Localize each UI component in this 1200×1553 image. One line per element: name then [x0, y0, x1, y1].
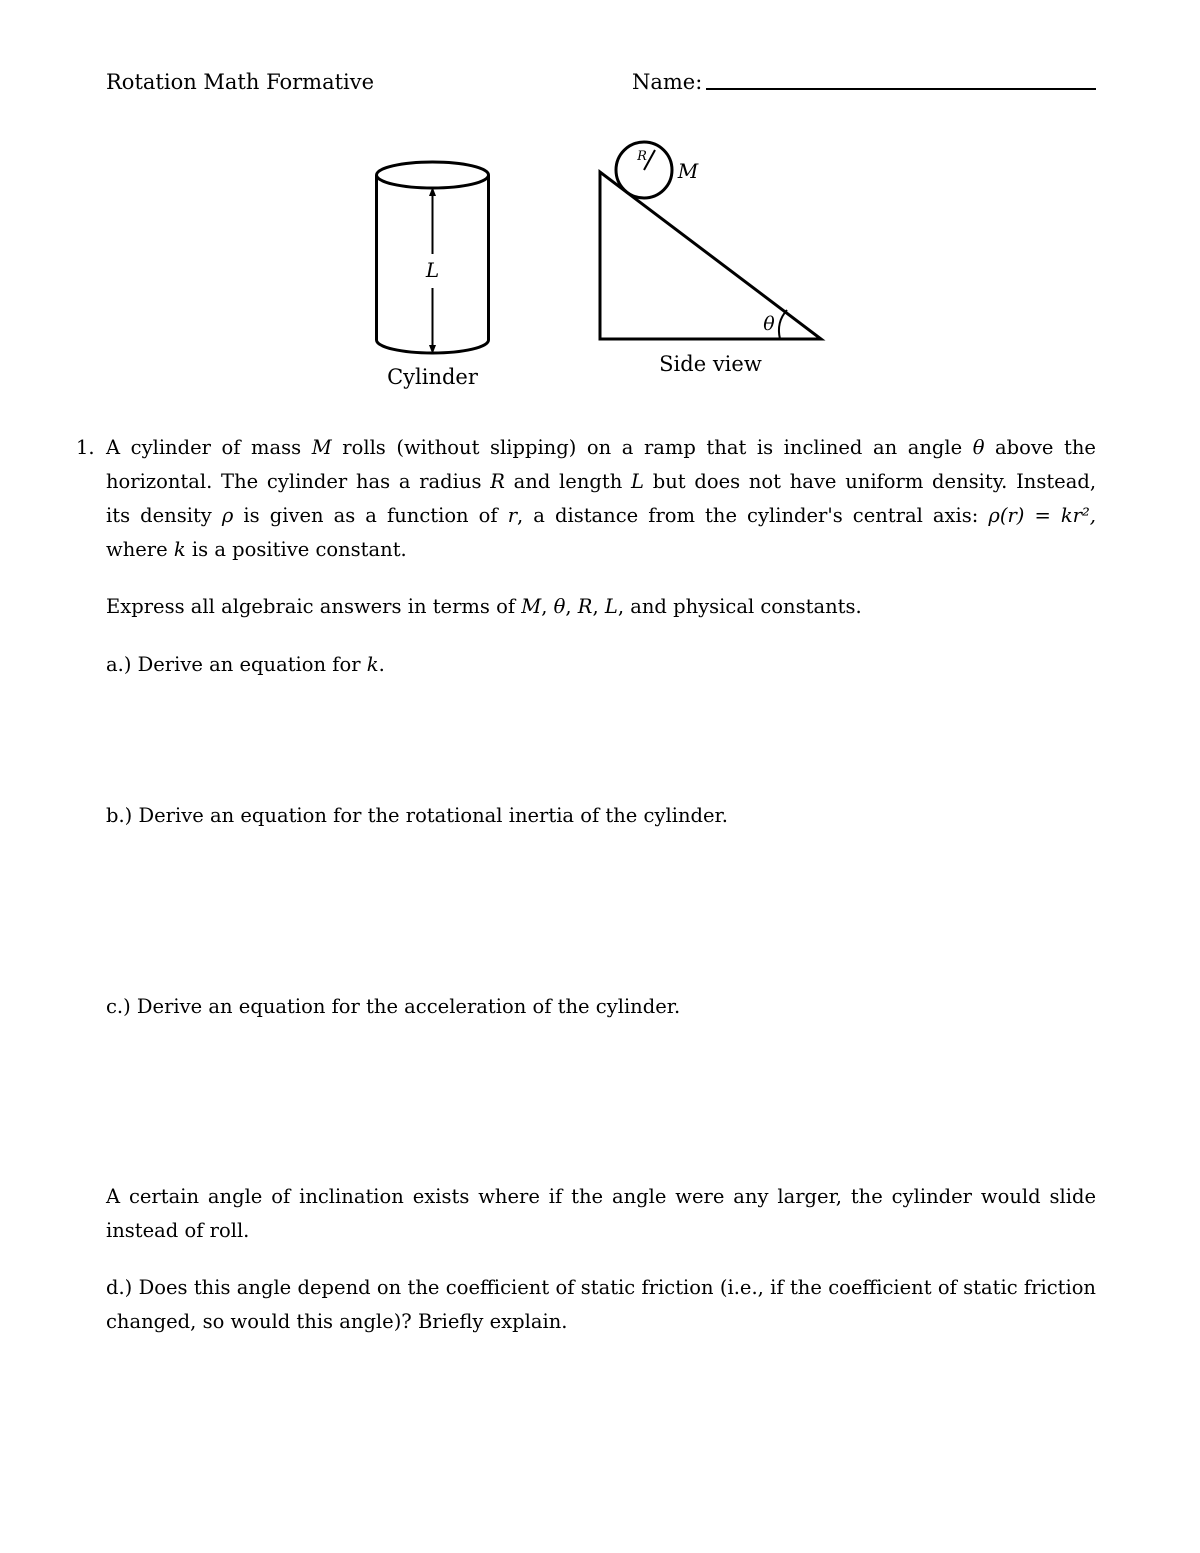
part-a-answer-space[interactable]: [106, 685, 1096, 795]
part-b-answer-space[interactable]: [106, 836, 1096, 986]
slide-statement: A certain angle of inclination exists where if the angle were any larger, the cylinder would slide instead of roll.: [106, 1185, 1096, 1242]
intro-line-1: A cylinder of mass M rolls (without slipping) on a ramp that is inclined an angle θ above the: [106, 436, 1096, 459]
part-d-question: d.) Does this angle depend on the coefficient of static friction (i.e., if the coefficient of static friction changed, so would this angle)? Briefly explain.: [106, 1276, 1096, 1333]
angle-arc: [779, 310, 787, 339]
angle-label: θ: [763, 313, 775, 335]
name-label: Name:: [632, 70, 703, 94]
intro-line-4: where k is a positive constant.: [106, 538, 407, 561]
part-b-question: b.) Derive an equation for the rotational inertia of the cylinder.: [106, 804, 728, 827]
part-a-question: a.) Derive an equation for k.: [106, 653, 385, 676]
side-view-caption: Side view: [659, 352, 762, 376]
cylinder-caption: Cylinder: [387, 365, 478, 389]
figure-diagram: [0, 0, 1200, 400]
worksheet-title: Rotation Math Formative: [106, 70, 375, 94]
part-d-answer-space[interactable]: [106, 1345, 1096, 1515]
radius-label: R: [637, 149, 647, 164]
intro-line-2: horizontal. The cylinder has a radius R and length L but does not have uniform density. Instead,: [106, 470, 1097, 493]
intro-line-3: its density ρ is given as a function of r, a distance from the cylinder's central axis: ρ(r) = kr²,: [106, 504, 1096, 527]
cylinder-length-label: L: [425, 258, 440, 282]
problem-intro: [106, 431, 1096, 567]
problem-number: 1.: [76, 436, 95, 459]
cylinder-drawing: [377, 162, 489, 389]
express-instruction: Express all algebraic answers in terms of M, θ, R, L, and physical constants.: [106, 595, 862, 618]
mass-label: M: [677, 159, 699, 183]
ramp-drawing: [600, 142, 821, 376]
part-c-question: c.) Derive an equation for the acceleration of the cylinder.: [106, 995, 681, 1018]
part-c-answer-space[interactable]: [106, 1027, 1096, 1177]
